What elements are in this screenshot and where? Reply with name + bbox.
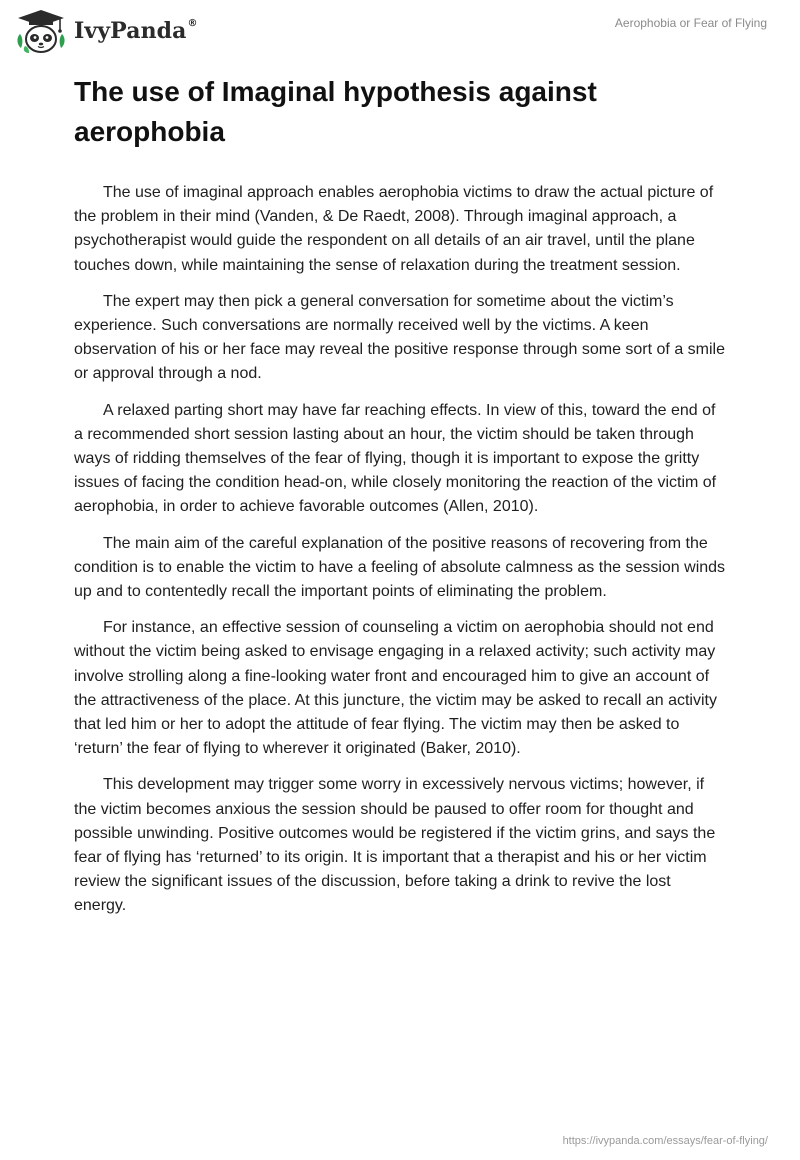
source-url[interactable]: https://ivypanda.com/essays/fear-of-flying/ <box>562 1135 768 1147</box>
document-title: Aerophobia or Fear of Flying <box>614 16 767 30</box>
paragraph: A relaxed parting short may have far reaching effects. In view of this, toward the end of a recommended short session lasting about an hour, the victim should be taken through ways of ridding themselves of the fear of flying, though it is important to expose the gritty issues of facing the condition head-on, while closely monitoring the reaction of the victim of aerophobia, in order to achieve favorable outcomes (Allen, 2010). <box>74 401 717 516</box>
paragraph: The main aim of the careful explanation of the positive reasons of recovering from the condition is to enable the victim to have a feeling of absolute calmness as the session winds up and to contentedly recall the important points of eliminating the problem. <box>74 534 726 601</box>
panda-graduate-icon <box>14 8 68 54</box>
paragraph: This development may trigger some worry in excessively nervous victims; however, if the victim becomes anxious the session should be paused to offer room for thought and possible unwinding. Positive outcomes would be registered if the victim grins, and says the fear of flying has ‘returned’ to its origin. It is important that a therapist and his or her victim review the significant issues of the discussion, before taking a drink to revive the lost energy. <box>74 776 716 915</box>
article <box>74 72 726 931</box>
paragraph: For instance, an effective session of counseling a victim on aerophobia should not end without the victim being asked to envisage engaging in a relaxed activity; such activity may involve strolling along a fine-looking water front and encouraged him to give an account of the attractiveness of the place. At this juncture, the victim may be asked to recall an activity that led him or her to adopt the attitude of fear flying. The victim may then be asked to ‘return’ the fear of flying to wherever it originated (Baker, 2010). <box>74 619 717 758</box>
paragraph: The use of imaginal approach enables aerophobia victims to draw the actual picture of the problem in their mind (Vanden, & De Raedt, 2008). Through imaginal approach, a psychotherapist would guide the respondent on all details of an air travel, until the plane touches down, while maintaining the sense of relaxation during the treatment session. <box>74 184 714 274</box>
page-header <box>0 0 800 60</box>
registered-mark: ® <box>187 17 198 29</box>
page-title: The use of Imaginal hypothesis against aerophobia <box>74 76 597 147</box>
brand-logo[interactable] <box>14 8 198 54</box>
paragraph: The expert may then pick a general conversation for sometime about the victim’s experience. Such conversations are normally received well by the victims. A keen observation of his or her face may reveal the positive response through some sort of a smile or approval through a nod. <box>74 292 725 383</box>
brand-name: IvyPanda® <box>74 17 198 44</box>
